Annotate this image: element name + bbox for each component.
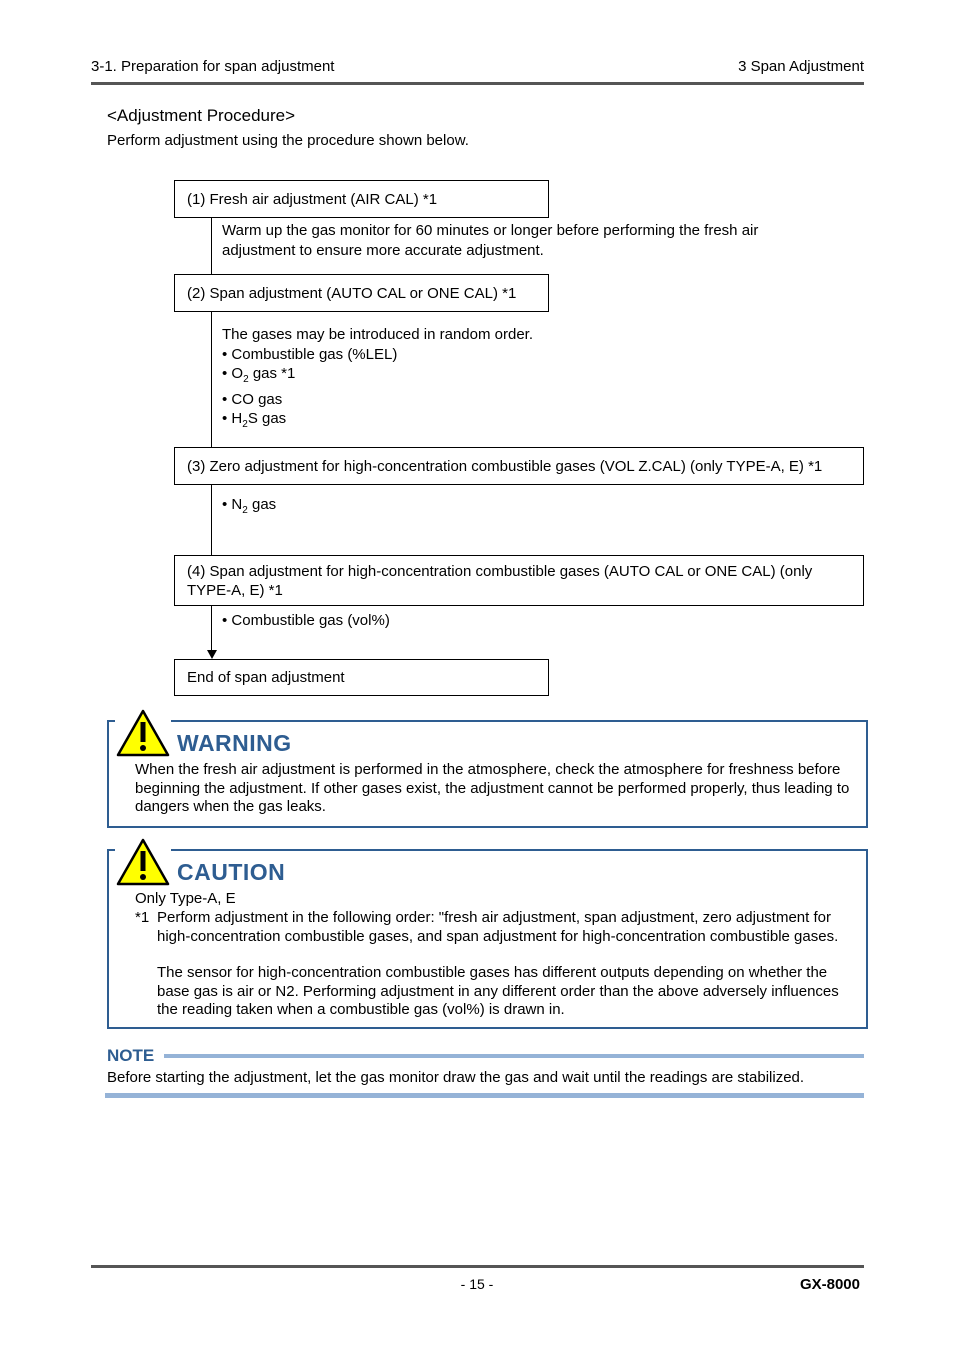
note-rule	[164, 1054, 864, 1058]
page-number: - 15 -	[460, 1276, 494, 1292]
note-label: NOTE	[107, 1046, 155, 1065]
connector-line	[211, 312, 212, 447]
header-section: 3-1. Preparation for span adjustment	[91, 58, 335, 75]
gas-item: • Combustible gas (vol%)	[222, 611, 390, 631]
step-2-gas-list	[222, 345, 533, 435]
step-1-box	[174, 180, 549, 218]
step-2-label: (2) Span adjustment (AUTO CAL or ONE CAL) *1	[187, 284, 517, 302]
caution-text-1: Perform adjustment in the following order: "fresh air adjustment, span adjustment, zero adjustment for high-concentration combustible gases, and span adjustment for high-concentration combustible gases.	[157, 909, 839, 945]
end-label: End of span adjustment	[187, 669, 345, 686]
connector-line	[211, 485, 212, 555]
step-4-box	[174, 555, 864, 606]
step-2-box	[174, 274, 549, 312]
caution-scope: Only Type-A, E	[135, 890, 236, 907]
caution-box	[107, 849, 868, 1029]
warning-text: When the fresh air adjustment is performed in the atmosphere, check the atmosphere for freshness before beginning the adjustment. If other gases exist, the adjustment cannot be performed properly, thus leading to dangers when the gas leaks.	[135, 761, 850, 815]
gas-item: • Combustible gas (%LEL)	[222, 345, 533, 365]
step-3-box	[174, 447, 864, 485]
caution-text-2: The sensor for high-concentration combustible gases has different outputs depending on whether the base gas is air or N2. Performing adjustment in any different order than the above adversely influences the reading taken when a combustible gas (vol%) is drawn in.	[157, 964, 839, 1018]
intro-text: Perform adjustment using the procedure shown below.	[107, 132, 469, 149]
step-4-label: (4) Span adjustment for high-concentration combustible gases (AUTO CAL or ONE CAL) (only TYPE-A, E) *1	[187, 562, 813, 599]
step-2-intro: The gases may be introduced in random order.	[222, 326, 534, 343]
note-bottom-rule	[105, 1093, 864, 1098]
caution-title: CAUTION	[177, 859, 286, 885]
step-3-label: (3) Zero adjustment for high-concentration combustible gases (VOL Z.CAL) (only TYPE-A, E) *1	[187, 457, 823, 475]
caution-ref: *1	[135, 909, 150, 926]
end-box	[174, 659, 549, 696]
arrow-down-icon	[207, 650, 217, 659]
header-rule	[91, 82, 864, 85]
note-text: Before starting the adjustment, let the gas monitor draw the gas and wait until the readings are stabilized.	[107, 1069, 805, 1086]
step-1-label: (1) Fresh air adjustment (AIR CAL) *1	[187, 190, 438, 208]
gas-item: • $O_2$ gas *1	[222, 364, 533, 390]
warning-box	[107, 720, 868, 828]
step-2-note	[222, 325, 533, 435]
connector-line	[211, 218, 212, 274]
step-3-note	[222, 495, 276, 521]
section-title: <Adjustment Procedure>	[107, 106, 296, 125]
connector-line	[211, 606, 212, 652]
model-name: GX-8000	[799, 1276, 860, 1293]
step-1-note: Warm up the gas monitor for 60 minutes or longer before performing the fresh air adjustment to ensure more accurate adjustment.	[222, 222, 759, 259]
warning-triangle-icon	[115, 708, 171, 758]
gas-item: • $N_2$ gas	[222, 495, 276, 521]
footer-rule	[91, 1265, 864, 1268]
warning-title: WARNING	[177, 730, 292, 756]
gas-item: • $H_2S$ gas	[222, 409, 533, 435]
step-4-note	[222, 611, 390, 631]
caution-triangle-icon	[115, 837, 171, 887]
header-chapter: 3 Span Adjustment	[738, 58, 864, 75]
gas-item: • CO gas	[222, 390, 533, 410]
